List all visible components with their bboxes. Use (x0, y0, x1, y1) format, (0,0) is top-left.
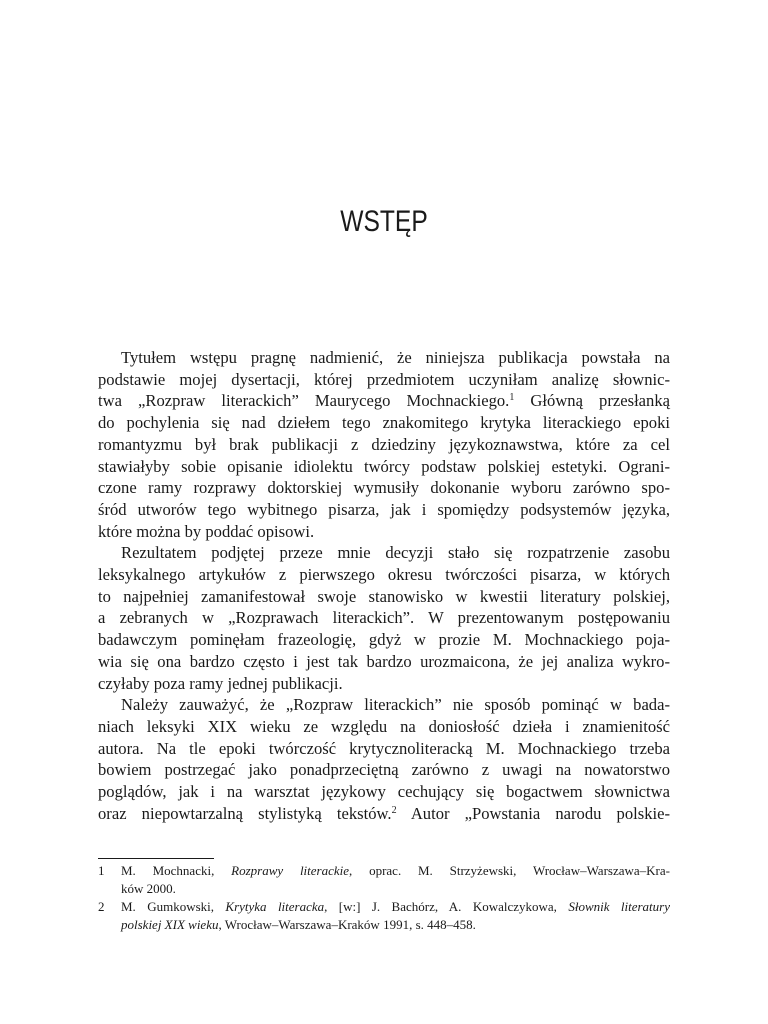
text-segment: , [w:] J. Bachórz, A. Kowalczykowa, (324, 899, 569, 914)
italic-title: Krytyka literacka (225, 899, 325, 914)
paragraph-3 (98, 694, 670, 824)
text-line: wia się ona bardzo często i jest tak bardzo urozmaicona, że jej analiza wykro- (98, 651, 670, 671)
text-line: poglądów, jak i na warsztat językowy cechujący się bogactwem słownictwa (98, 782, 670, 802)
text-line: stawiałyby sobie opisanie idiolektu twórcy podstaw polskiej estetyki. Ograni- (98, 456, 670, 476)
text-line: Rezultatem podjętej przeze mnie decyzji stało się rozpatrzenie zasobu (121, 543, 670, 563)
italic-title: Słownik literatury (568, 899, 670, 914)
text-line: autora. Na tle epoki twórczość krytycznoliteracką M. Mochnackiego trzeba (98, 738, 670, 758)
paragraph-1 (98, 347, 670, 542)
text-segment: M. Gumkowski, (121, 899, 226, 914)
italic-title: polskiej XIX wieku (121, 917, 219, 932)
text-line: bowiem postrzegać jako ponadprzeciętną zarówno z uwagi na nowatorstwo (98, 760, 670, 780)
text-line: romantyzmu był brak publikacji z dziedziny językoznawstwa, które za cel (98, 434, 670, 454)
text-segment: Główną przesłanką (514, 391, 671, 411)
text-segment: twa „Rozpraw literackich” Maurycego Mochnackiego. (98, 391, 510, 411)
italic-title: Rozprawy literackie (231, 863, 350, 878)
footnote-ref-1: 1 (509, 392, 515, 404)
text-segment: oraz niepowtarzalną stylistyką tekstów. (98, 803, 392, 823)
text-line-with-footnote-ref (98, 803, 670, 825)
footnote-line (121, 916, 670, 934)
footnote-line (121, 862, 670, 880)
text-line: niach leksyki XIX wieku ze względu na doniosłość dzieła i znamienitość (98, 716, 670, 736)
text-line-with-footnote-ref (98, 390, 670, 412)
text-line: które można by poddać opisowi. (98, 521, 315, 541)
footnote-line (121, 898, 670, 916)
text-line: śród utworów tego wybitnego pisarza, jak i spomiędzy podsystemów języka, (98, 499, 670, 519)
text-line: podstawie mojej dysertacji, której przedmiotem uczyniłam analizę słownic- (98, 369, 670, 389)
text-segment: , oprac. M. Strzyżewski, Wrocław–Warszawa–Kra- (349, 863, 670, 878)
text-line: czone ramy rozprawy doktorskiej wymusiły dokonanie wyboru zarówno spo- (98, 478, 670, 498)
text-line: badawczym pominęłam frazeologię, gdyż w prozie M. Mochnackiego poja- (98, 630, 670, 650)
chapter-heading: WSTĘP (340, 205, 428, 238)
footnote-number: 1 (98, 863, 105, 878)
text-segment: , Wrocław–Warszawa–Kraków 1991, s. 448–458. (218, 917, 476, 932)
text-segment: M. Mochnacki, (121, 863, 232, 878)
footnote-number: 2 (98, 899, 105, 914)
footnote-line: ków 2000. (121, 881, 176, 896)
paragraph-2 (98, 542, 670, 694)
footnotes (98, 862, 670, 934)
text-line: to najpełniej zamanifestował swoje stanowisko w kwestii literatury polskiej, (98, 586, 670, 606)
footnote-ref-2: 2 (391, 804, 397, 816)
text-line: do pochylenia się nad dziełem tego znakomitego krytyka literackiego epoki (98, 413, 670, 433)
text-line: leksykalnego artykułów z pierwszego okresu twórczości pisarza, w których (98, 565, 670, 585)
footnote-1 (98, 862, 670, 898)
footnote-2 (98, 898, 670, 934)
text-line: a zebranych w „Rozprawach literackich”. W prezentowanym postępowaniu (98, 608, 670, 628)
text-line: Należy zauważyć, że „Rozpraw literackich” nie sposób pominąć w bada- (121, 695, 670, 715)
body-text (98, 347, 670, 824)
text-segment: Autor „Powstania narodu polskie- (410, 803, 671, 823)
footnote-separator (98, 858, 214, 859)
text-line: Tytułem wstępu pragnę nadmienić, że niniejsza publikacja powstała na (121, 348, 670, 367)
text-line: czyłaby poza ramy jednej publikacji. (98, 673, 343, 693)
